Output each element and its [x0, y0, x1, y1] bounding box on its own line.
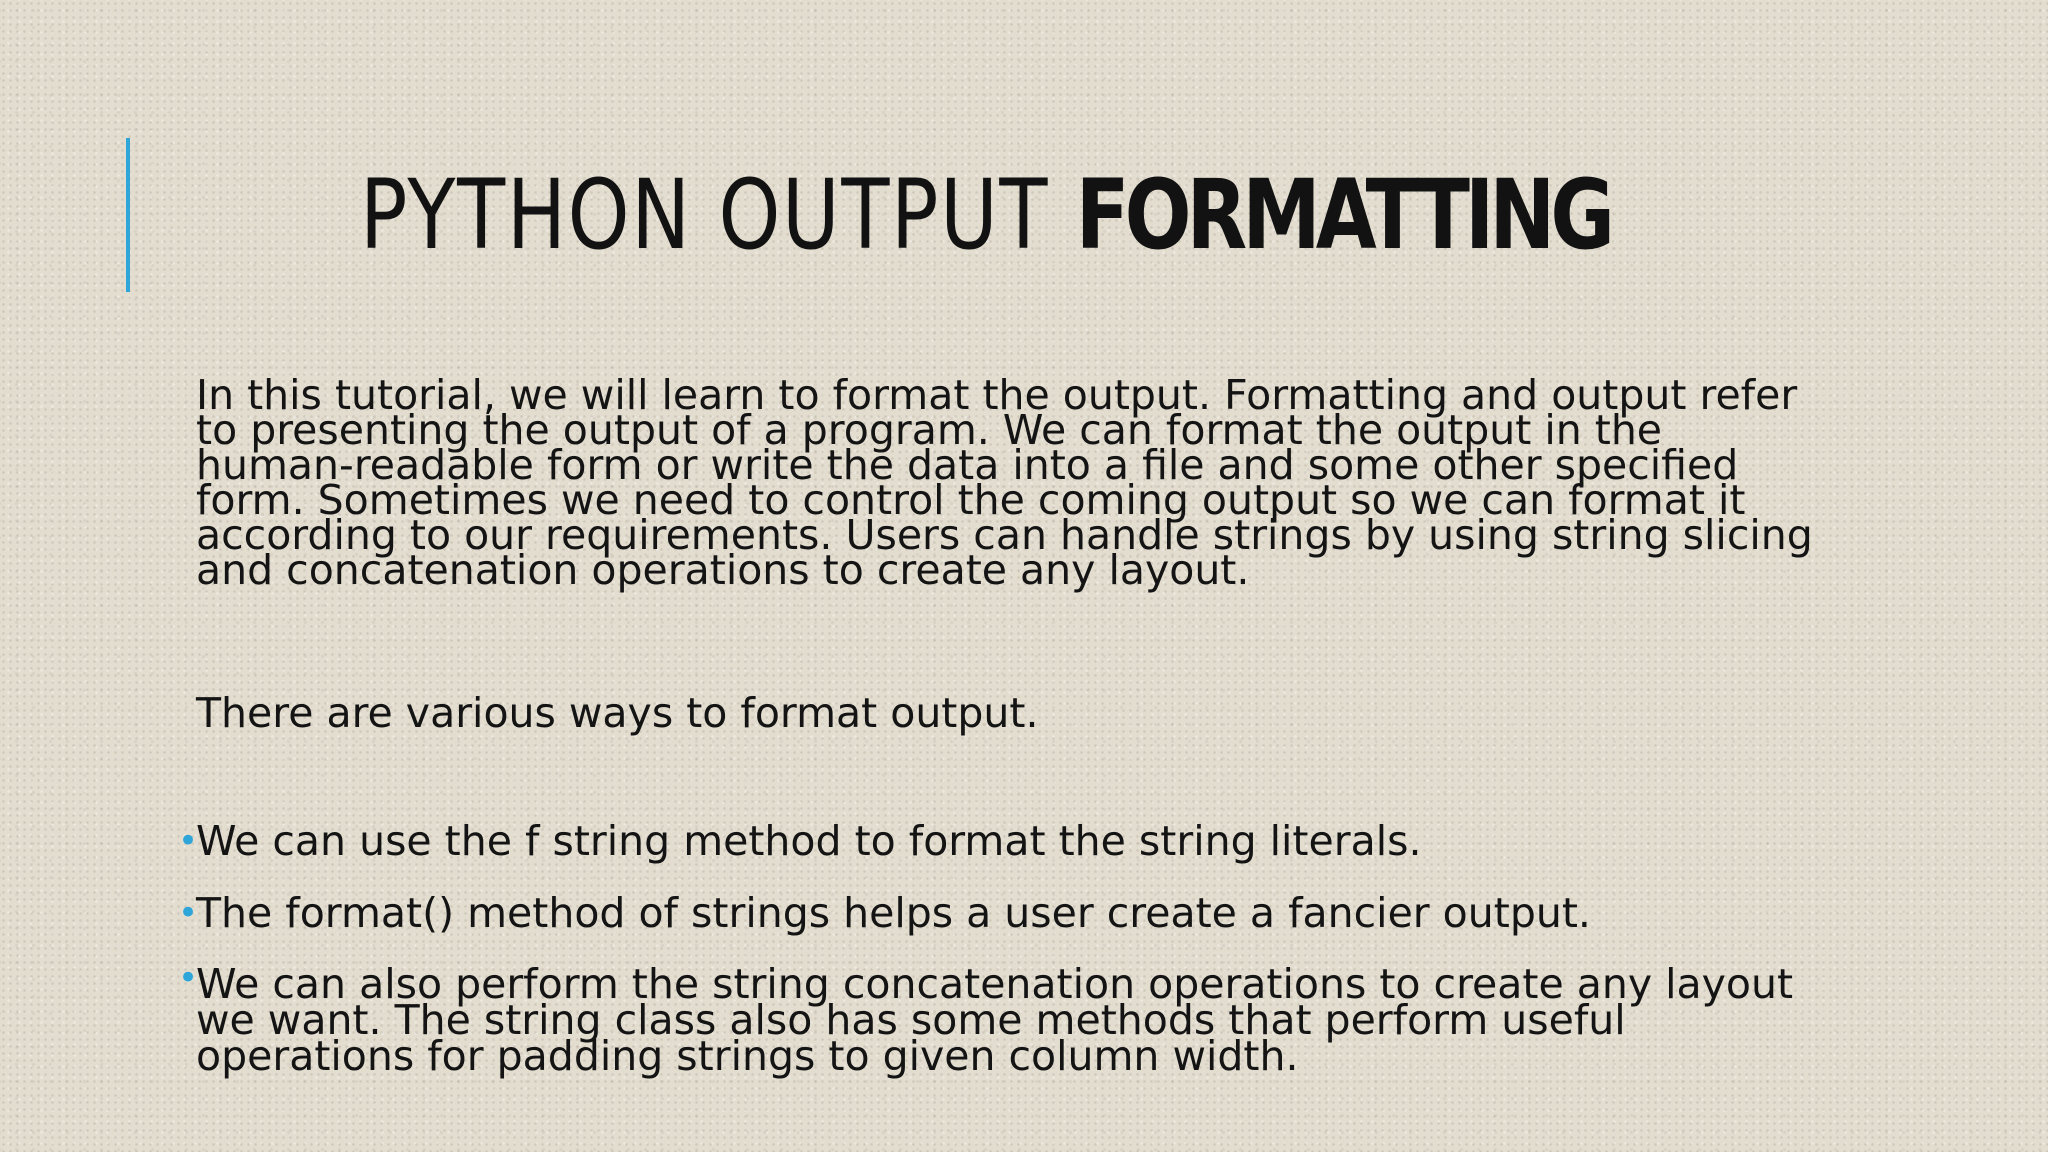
bullet-text: The format() method of strings helps a user create a fancier output.	[196, 889, 1591, 937]
formatting-methods-list	[176, 816, 1816, 1096]
list-item	[176, 958, 1816, 1080]
list-item	[176, 888, 1816, 938]
title-strong-part: FORMATTING	[1075, 159, 1611, 271]
bullet-icon: •	[178, 893, 199, 933]
bullet-icon: •	[178, 958, 199, 998]
title-plain-part: PYTHON OUTPUT	[360, 159, 1076, 271]
bullet-text: We can use the f string method to format the string literals.	[196, 817, 1422, 865]
bullet-text: We can also perform the string concatenation operations to create any layout we want. The string class also has some methods that perform useful operations for padding strings to given column width.	[196, 960, 1794, 1080]
intro-paragraph: In this tutorial, we will learn to format the output. Formatting and output refer to presenting the output of a program. We can format the output in the human-readable form or write the data into a file and some other specified form. Sometimes we need to control the coming output so we can format it according to our requirements. Users can handle strings by using string slicing and concatenation operations to create any layout.	[196, 371, 1813, 594]
list-item	[176, 816, 1816, 866]
slide-title	[360, 159, 1611, 271]
ways-intro-line: There are various ways to format output.	[196, 689, 1039, 737]
title-accent-bar	[126, 138, 130, 292]
bullet-icon: •	[178, 821, 199, 861]
